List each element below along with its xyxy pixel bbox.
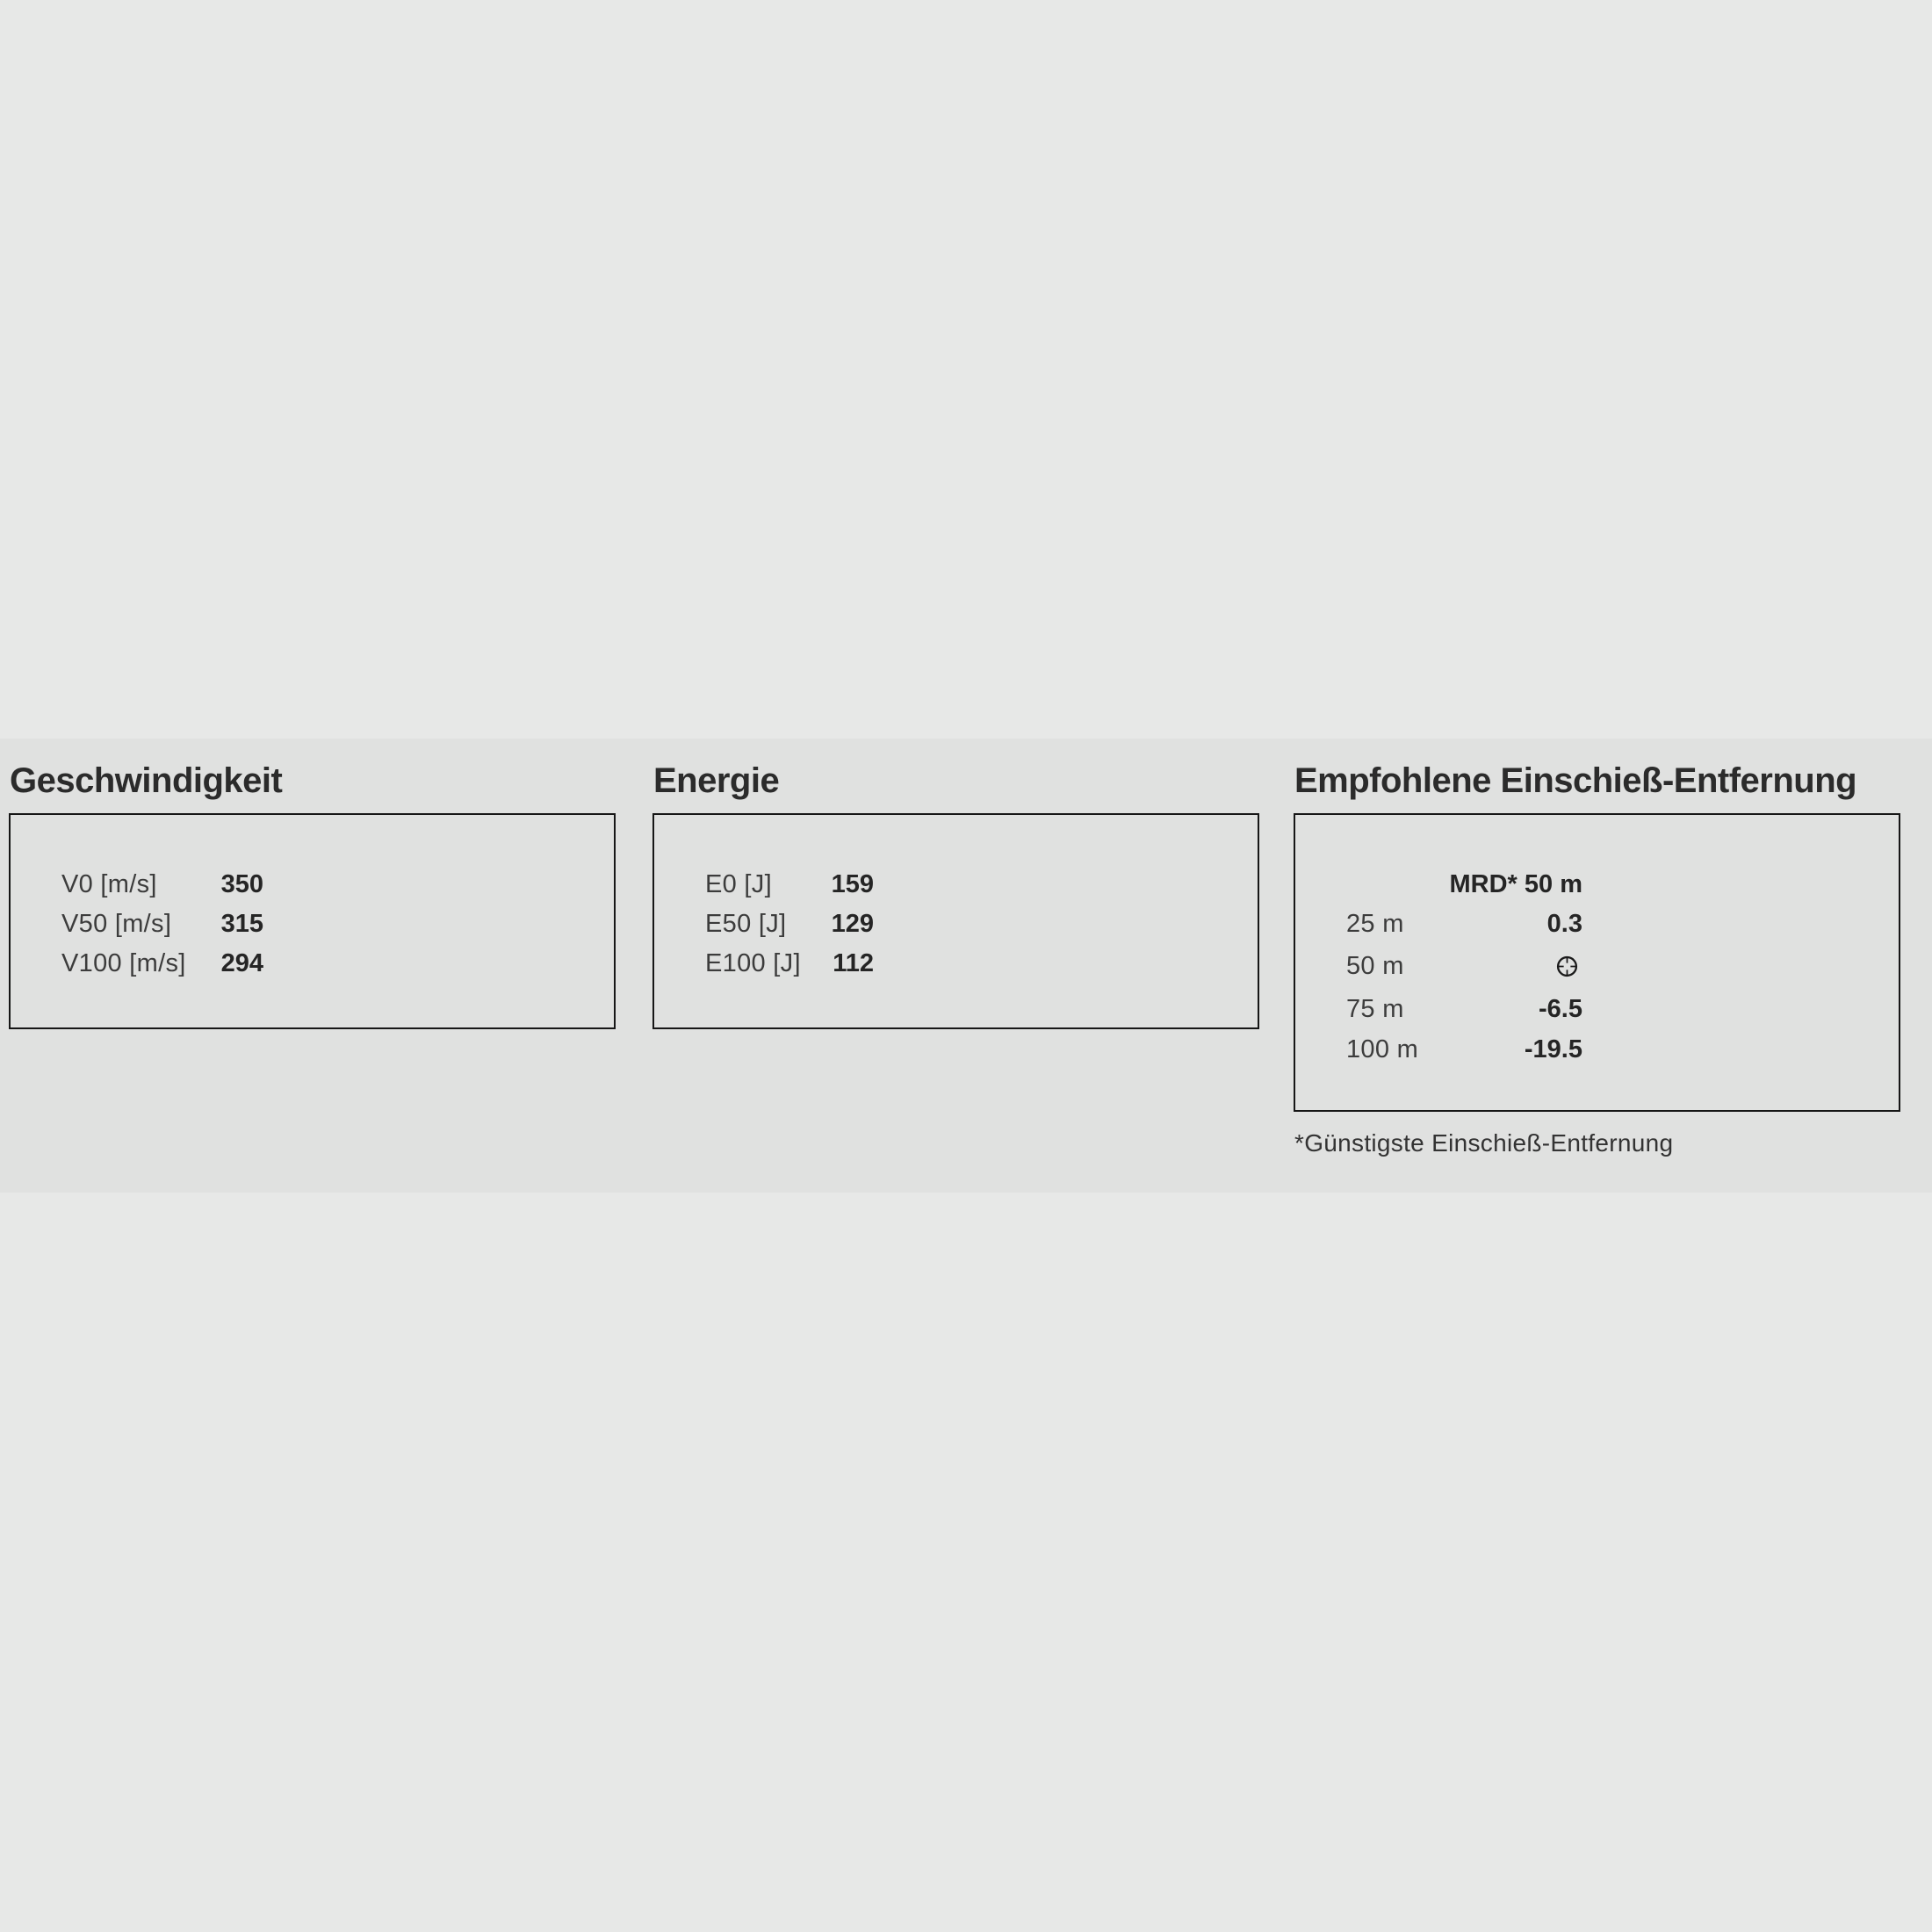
- spec-label: E0 [J]: [705, 870, 772, 898]
- spec-label: E100 [J]: [705, 949, 801, 977]
- spec-label: 100 m: [1346, 1035, 1419, 1063]
- ballistics-band: [0, 739, 1932, 1193]
- spec-value: 315: [220, 910, 263, 938]
- panel-zeroing-distance: [1294, 739, 1907, 1193]
- spec-label: 50 m: [1346, 951, 1404, 980]
- spec-value: 0.3: [1546, 910, 1582, 938]
- panel-title-zeroing: Empfohlene Einschieß-Entfernung: [1294, 761, 1857, 800]
- panel-title-velocity: Geschwindigkeit: [10, 761, 283, 800]
- spec-value: 112: [833, 949, 874, 977]
- table-row-zero-point: [1295, 944, 1899, 988]
- spec-value: 350: [220, 870, 263, 898]
- table-row: [654, 905, 1258, 944]
- energy-table: [652, 813, 1259, 1029]
- panel-energy: [652, 739, 1266, 1193]
- spec-label: V0 [m/s]: [61, 870, 157, 898]
- reticle-icon: [1555, 955, 1579, 978]
- spec-value: -19.5: [1524, 1035, 1582, 1063]
- spec-label: 25 m: [1346, 910, 1404, 938]
- table-row: [654, 944, 1258, 984]
- velocity-table: [9, 813, 616, 1029]
- table-row: [654, 865, 1258, 905]
- table-row: [11, 944, 614, 984]
- spec-label: V100 [m/s]: [61, 949, 186, 977]
- table-row: [1295, 905, 1899, 944]
- table-row: [11, 905, 614, 944]
- footnote: *Günstigste Einschieß-Entfernung: [1294, 1129, 1674, 1157]
- spec-value: 294: [220, 949, 263, 977]
- spec-label: E50 [J]: [705, 910, 787, 938]
- spec-label: V50 [m/s]: [61, 910, 172, 938]
- mrd-column-header: MRD* 50 m: [1449, 870, 1582, 898]
- table-row: [11, 865, 614, 905]
- table-row: [1295, 988, 1899, 1030]
- table-header-row: [1295, 865, 1899, 905]
- panel-title-energy: Energie: [653, 761, 780, 800]
- spec-value: 129: [831, 910, 874, 938]
- spec-value: 159: [831, 870, 874, 898]
- table-row: [1295, 1030, 1899, 1070]
- panel-velocity: [9, 739, 623, 1193]
- zeroing-table: [1294, 813, 1900, 1112]
- zero-point-cell: [1460, 955, 1582, 978]
- spec-label: 75 m: [1346, 994, 1404, 1023]
- spec-value: -6.5: [1539, 994, 1582, 1023]
